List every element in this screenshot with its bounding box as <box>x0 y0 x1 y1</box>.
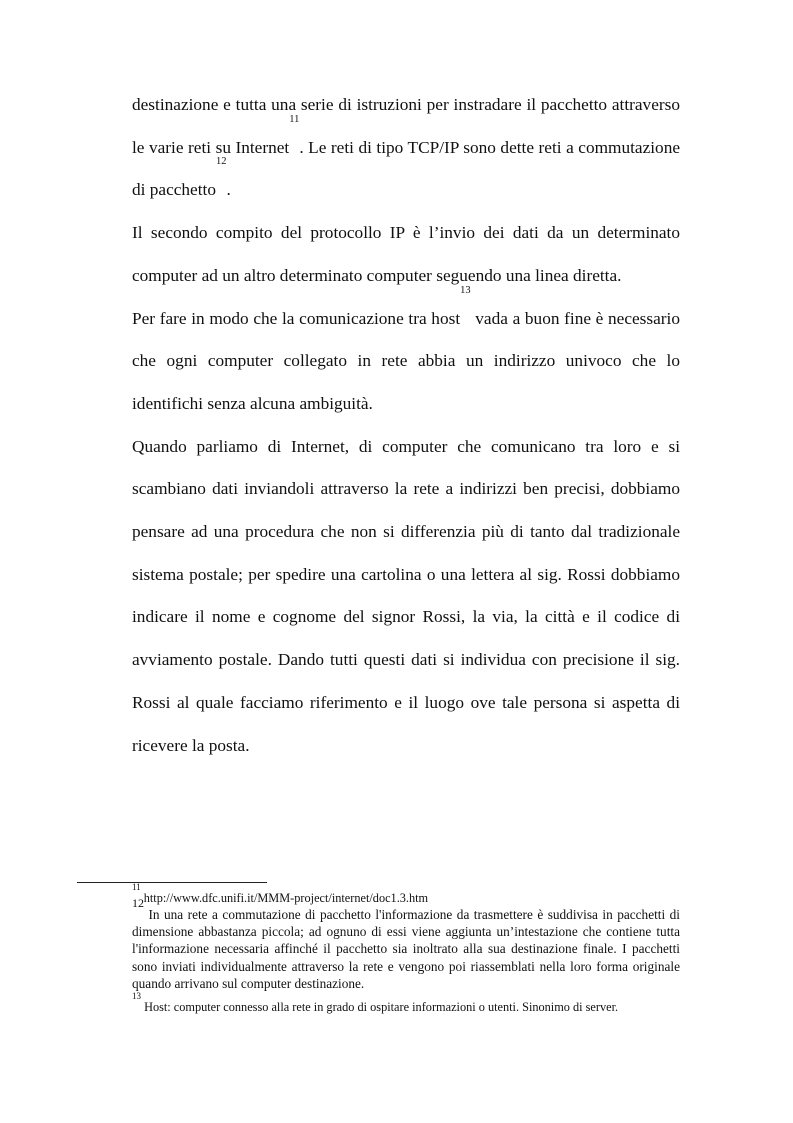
footnotes <box>132 882 680 1022</box>
footnote-mark-13: 13 <box>132 991 141 1002</box>
footnote-ref-11[interactable]: 11 <box>289 113 300 125</box>
footnote-12-text: In una rete a commutazione di pacchetto l'informazione da trasmettere è suddivisa in pacchetti di dimensione abbastanza piccola; ad ognuno di essi viene aggiunta un’intestazione che contiene tutta l'informazione necessaria affinché il pacchetto sia inoltrato alla sua destinazione finale. I pacchetti sono inviati individualmente attraverso la rete e vengono poi riassemblati nella loro forma originale quando arrivano sul computer destinazione. <box>132 907 680 991</box>
footnote-11-text[interactable]: http://www.dfc.unifi.it/MMM-project/internet/doc1.3.htm <box>140 891 429 905</box>
footnote-13-text: Host: computer connesso alla rete in grado di ospitare informazioni o utenti. Sinonimo di server. <box>141 1000 619 1015</box>
paragraph-1-text-a: destinazione e tutta una serie di istruzioni per instradare il pacchetto attraverso le varie reti su Internet <box>132 95 680 157</box>
footnote-ref-12[interactable]: 12 <box>215 156 227 168</box>
paragraph-1-text-c: . <box>226 180 231 200</box>
footnote-separator <box>77 882 267 883</box>
footnote-13 <box>132 991 680 1015</box>
paragraph-3 <box>132 284 680 426</box>
footnote-mark-11: 11 <box>132 882 141 892</box>
footnote-mark-12: 12 <box>132 896 144 910</box>
paragraph-3-text-b: vada a buon fine è necessario che ogni computer collegato in rete abbia un indirizzo univoco che lo identifichi senza alcuna ambiguità. <box>132 308 680 413</box>
paragraph-3-text-a: Per fare in modo che la comunicazione tra host <box>132 308 461 328</box>
paragraph-1-text-b: . Le reti di tipo TCP/IP sono dette reti a commutazione di pacchetto <box>132 137 680 200</box>
paragraph-4: Quando parliamo di Internet, di computer che comunicano tra loro e si scambiano dati inviandoli attraverso la rete a indirizzi ben precisi, dobbiamo pensare ad una procedura che non si differenzia più di tanto dal tradizionale sistema postale; per spedire una cartolina o una lettera al sig. Rossi dobbiamo indicare il nome e cognome del signor Rossi, la via, la città e il codice di avviamento postale. Dando tutti questi dati si individua con precisione il sig. Rossi al quale facciamo riferimento e il luogo ove tale persona si aspetta di ricevere la posta. <box>132 436 680 755</box>
paragraph-2: Il secondo compito del protocollo IP è l’invio dei dati da un determinato computer ad un altro determinato computer seguendo una linea diretta. <box>132 223 680 285</box>
footnote-11 <box>132 882 680 906</box>
paragraph-1 <box>132 84 680 212</box>
page-body <box>132 84 680 767</box>
footnote-ref-13[interactable]: 13 <box>460 284 471 296</box>
